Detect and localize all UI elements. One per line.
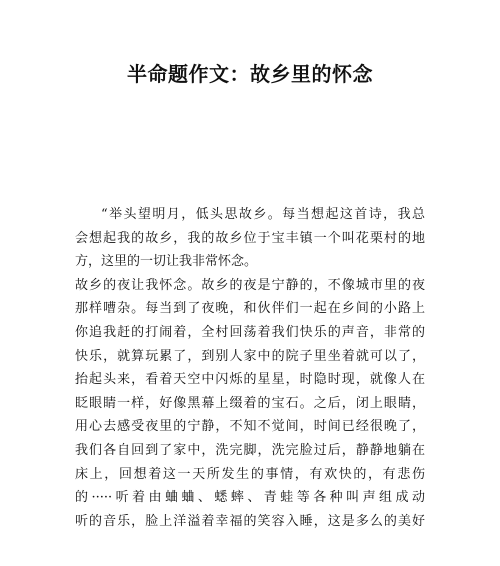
essay-line: 方，这里的一切让我非常怀念。	[75, 254, 258, 270]
essay-line: 眨眼睛一样，好像黑幕上缀着的宝石。之后，闭上眼睛，	[75, 395, 425, 411]
essay-line: 会想起我的故乡，我的故乡位于宝丰镇一个叫花栗村的地	[75, 230, 425, 246]
document-title: 半命题作文：故乡里的怀念	[127, 62, 373, 86]
essay-line: 用心去感受夜里的宁静，不知不觉间，时间已经很晚了，	[75, 419, 425, 435]
essay-line: 我们各自回到了家中，洗完脚，洗完脸过后，静静地躺在	[75, 442, 425, 458]
essay-line: 你追我赶的打闹着，全村回荡着我们快乐的声音，非常的	[75, 324, 425, 340]
essay-line: 快乐，就算玩累了，到别人家中的院子里坐着就可以了，	[75, 348, 425, 364]
essay-line: 那样嘈杂。每当到了夜晚，和伙伴们一起在乡间的小路上	[75, 301, 425, 317]
essay-line: 床上，回想着这一天所发生的事情，有欢快的，有悲伤	[75, 466, 425, 482]
essay-line: 的·····听着由蛐蛐、蟋蟀、青蛙等各种叫声组成动	[75, 490, 425, 506]
essay-body	[75, 203, 425, 533]
essay-line: 抬起头来，看着天空中闪烁的星星，时隐时现，就像人在	[75, 372, 425, 388]
essay-line: “举头望明月，低头思故乡。每当想起这首诗，我总	[101, 207, 425, 222]
essay-line: 听的音乐，脸上洋溢着幸福的笑容入睡，这是多么的美好	[75, 513, 425, 529]
essay-line: 故乡的夜让我怀念。故乡的夜是宁静的，不像城市里的夜	[75, 277, 425, 293]
